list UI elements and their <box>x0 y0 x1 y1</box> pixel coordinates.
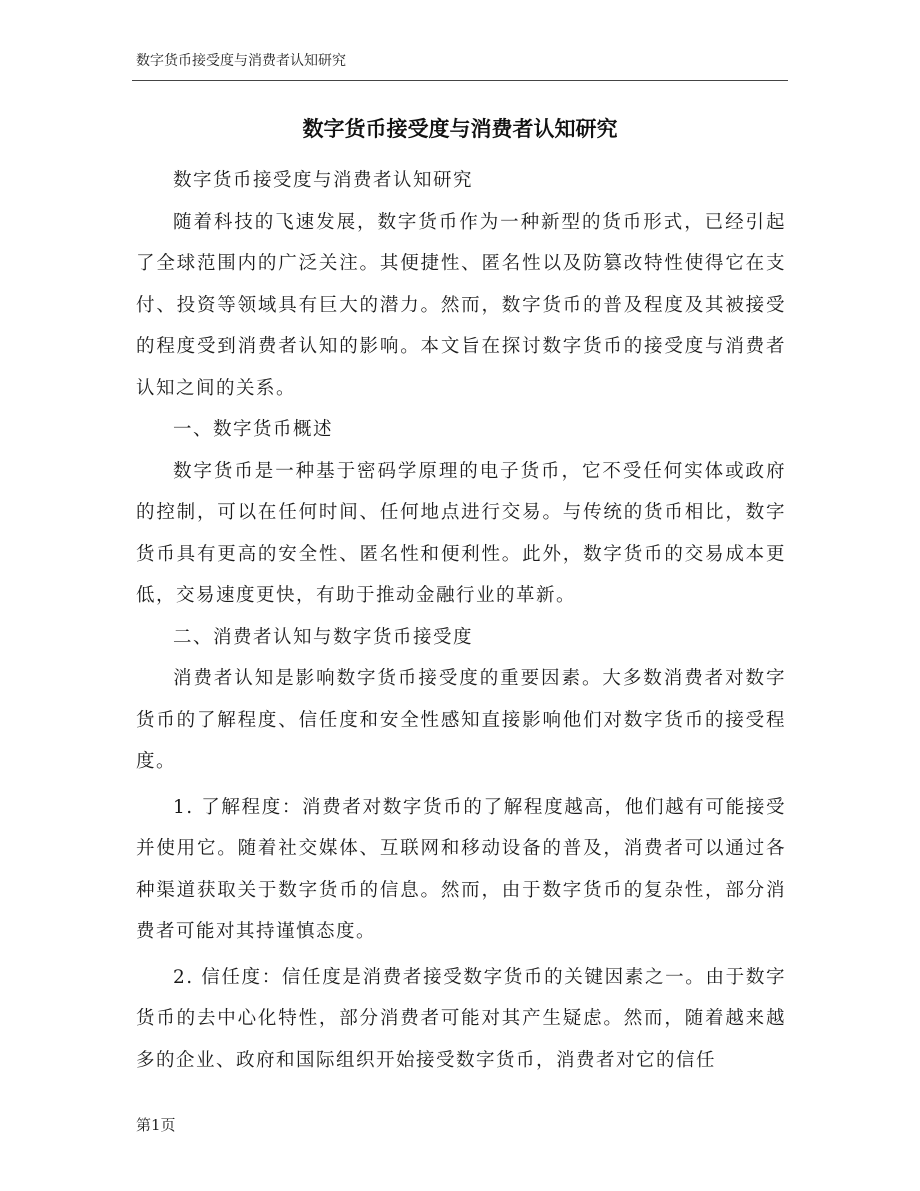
paragraph-overview: 数字货币是一种基于密码学原理的电子货币，它不受任何实体或政府的控制，可以在任何时间、任何地点进行交易。与传统的货币相比，数字货币具有更高的安全性、匿名性和便利性。此外，数字货币的交易成本更低，交易速度更快，有助于推动金融行业的革新。 <box>136 460 786 606</box>
document-title: 数字货币接受度与消费者认知研究 <box>302 117 618 141</box>
running-header: 数字货币接受度与消费者认知研究 <box>136 53 346 69</box>
paragraph-subtitle: 数字货币接受度与消费者认知研究 <box>173 170 474 191</box>
section-heading-overview: 一、数字货币概述 <box>173 419 334 440</box>
list-item-understanding: 1. 了解程度：消费者对数字货币的了解程度越高，他们越有可能接受并使用它。随着社交媒体、互联网和移动设备的普及，消费者可以通过各种渠道获取关于数字货币的信息。然而，由于数字货币的复杂性，部分消费者可能对其持谨慎态度。 <box>136 796 786 942</box>
page-number: 第1页 <box>136 1116 176 1134</box>
document-body <box>136 160 786 1081</box>
paragraph-cognition: 消费者认知是影响数字货币接受度的重要因素。大多数消费者对数字货币的了解程度、信任度和安全性感知直接影响他们对数字货币的接受程度。 <box>136 668 786 772</box>
list-item-trust: 2. 信任度：信任度是消费者接受数字货币的关键因素之一。由于数字货币的去中心化特性，部分消费者可能对其产生疑虑。然而，随着越来越多的企业、政府和国际组织开始接受数字货币，消费者对它的信任 <box>136 966 786 1071</box>
header-divider <box>132 80 788 81</box>
section-heading-cognition: 二、消费者认知与数字货币接受度 <box>173 626 474 648</box>
paragraph-intro: 随着科技的飞速发展，数字货币作为一种新型的货币形式，已经引起了全球范围内的广泛关注。其便捷性、匿名性以及防篡改特性使得它在支付、投资等领域具有巨大的潜力。然而，数字货币的普及程度及其被接受的程度受到消费者认知的影响。本文旨在探讨数字货币的接受度与消费者认知之间的关系。 <box>136 211 786 399</box>
